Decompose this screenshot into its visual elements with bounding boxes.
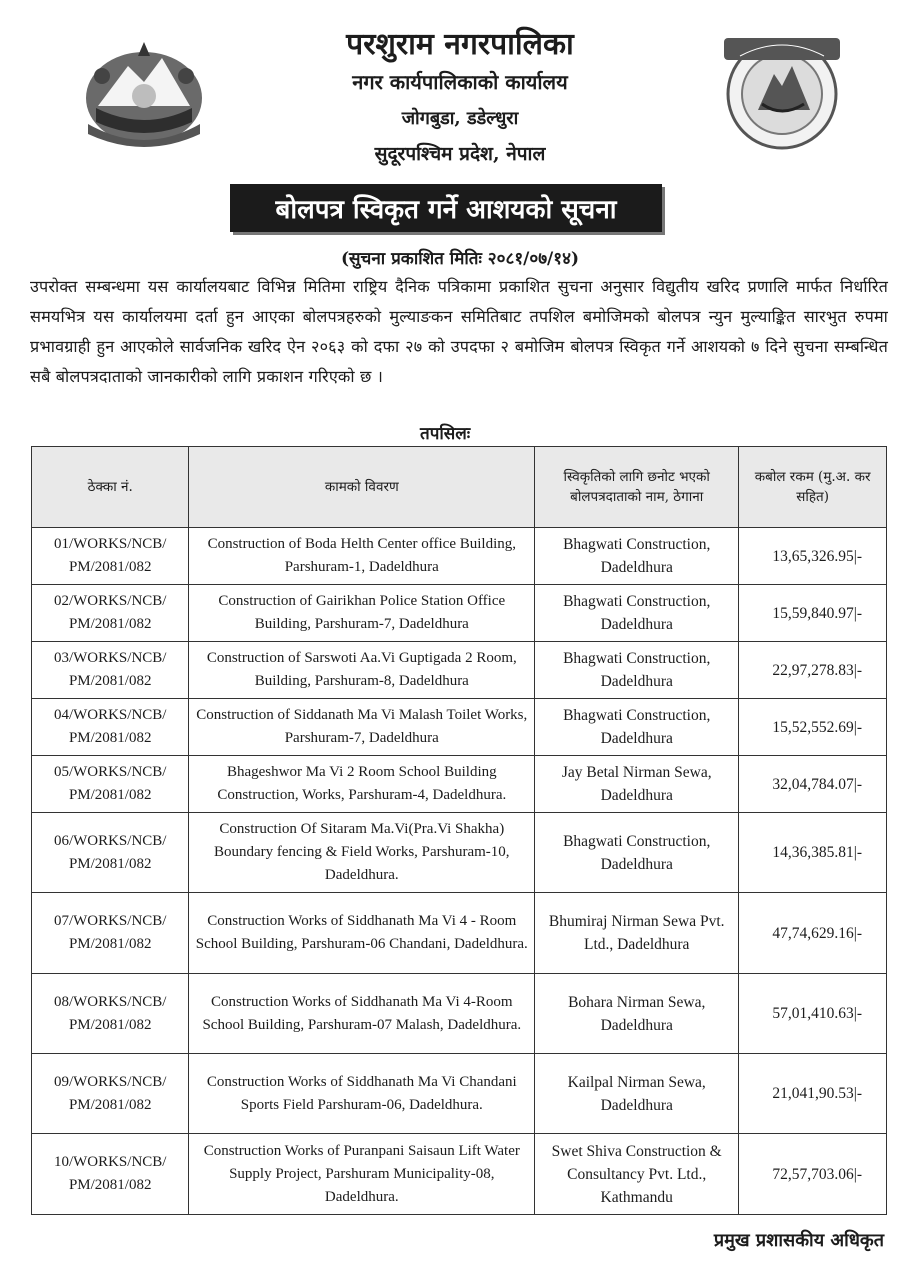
work-description: Construction of Boda Helth Center office Building, Parshuram-1, Dadeldhura	[189, 528, 535, 585]
work-description: Construction Works of Siddhanath Ma Vi 4 - Room School Building, Parshuram-06 Chandani, Dadeldhura.	[189, 893, 535, 974]
work-description: Bhageshwor Ma Vi 2 Room School Building Construction, Works, Parshuram-4, Dadeldhura.	[189, 756, 535, 813]
municipality-name: परशुराम नगरपालिका	[346, 27, 574, 62]
bid-amount: 13,65,326.95|-	[739, 528, 887, 585]
bid-amount: 47,74,629.16|-	[739, 893, 887, 974]
bid-amount: 21,041,90.53|-	[739, 1054, 887, 1134]
bidder-name: Bhagwati Construction, Dadeldhura	[535, 642, 739, 699]
table-row	[32, 756, 887, 813]
col-contract-no: ठेक्का नं.	[32, 447, 189, 528]
nepal-emblem-icon	[78, 36, 210, 154]
bid-amount: 15,59,840.97|-	[739, 585, 887, 642]
table-row	[32, 893, 887, 974]
table-row	[32, 699, 887, 756]
work-description: Construction Works of Siddhanath Ma Vi Chandani Sports Field Parshuram-06, Dadeldhura.	[189, 1054, 535, 1134]
office-name: नगर कार्यपालिकाको कार्यालय	[352, 70, 568, 94]
bidder-name: Bhagwati Construction, Dadeldhura	[535, 528, 739, 585]
table-row	[32, 585, 887, 642]
col-amount: कबोल रकम (मु.अ. कर सहित)	[739, 447, 887, 528]
signatory-title: प्रमुख प्रशासकीय अधिकृत	[713, 1230, 884, 1251]
notice-title: बोलपत्र स्विकृत गर्ने आशयको सूचना	[230, 184, 662, 232]
work-description: Construction Works of Siddhanath Ma Vi 4-Room School Building, Parshuram-07 Malash, Dadeldhura.	[189, 974, 535, 1054]
work-description: Construction of Gairikhan Police Station Office Building, Parshuram-7, Dadeldhura	[189, 585, 535, 642]
work-description: Construction of Siddanath Ma Vi Malash Toilet Works, Parshuram-7, Dadeldhura	[189, 699, 535, 756]
contract-no: 05/WORKS/NCB/ PM/2081/082	[32, 756, 189, 813]
bidder-name: Jay Betal Nirman Sewa, Dadeldhura	[535, 756, 739, 813]
bid-amount: 15,52,552.69|-	[739, 699, 887, 756]
bid-amount: 72,57,703.06|-	[739, 1134, 887, 1215]
table-row	[32, 974, 887, 1054]
work-description: Construction Of Sitaram Ma.Vi(Pra.Vi Shakha) Boundary fencing & Field Works, Parshuram-10, Dadeldhura.	[189, 813, 535, 893]
bid-amount: 32,04,784.07|-	[739, 756, 887, 813]
contract-no: 02/WORKS/NCB/ PM/2081/082	[32, 585, 189, 642]
publish-date: (सुचना प्रकाशित मितिः २०८१/०७/१४)	[341, 249, 579, 269]
table-row	[32, 1134, 887, 1215]
bid-amount: 14,36,385.81|-	[739, 813, 887, 893]
details-heading: तपसिलः	[420, 424, 471, 444]
municipality-seal-icon	[718, 26, 846, 156]
table-row	[32, 642, 887, 699]
contract-no: 09/WORKS/NCB/ PM/2081/082	[32, 1054, 189, 1134]
table-row	[32, 528, 887, 585]
table-row	[32, 1054, 887, 1134]
bidder-name: Bhagwati Construction, Dadeldhura	[535, 699, 739, 756]
office-location: जोगबुडा, डडेल्धुरा	[401, 108, 519, 129]
bidder-name: Bhagwati Construction, Dadeldhura	[535, 813, 739, 893]
bidder-name: Kailpal Nirman Sewa, Dadeldhura	[535, 1054, 739, 1134]
bidder-name: Bhagwati Construction, Dadeldhura	[535, 585, 739, 642]
contract-no: 01/WORKS/NCB/ PM/2081/082	[32, 528, 189, 585]
notice-body: उपरोक्त सम्बन्धमा यस कार्यालयबाट विभिन्न मितिमा राष्ट्रिय दैनिक पत्रिकामा प्रकाशित सुचना अनुसार विद्युतीय खरिद प्रणालि मार्फत निर्धारित समयभित्र यस कार्यालयमा दर्ता हुन आएका बोलपत्रहरुको मुल्याङकन समितिबाट तपशिल बमोजिमको बोलपत्र न्युन मुल्याङ्कित सारभुत रुपमा प्रभावग्राही हुन आएकोले सार्वजनिक खरिद ऐन २०६३ को दफा २७ को उपदफा २ बमोजिम बोलपत्र स्विकृत गर्ने आशयको ७ दिने सुचना सम्बन्धित सबै बोलपत्रदाताको जानकारीको लागि प्रकाशन गरिएको छ ।	[30, 277, 888, 386]
contract-no: 07/WORKS/NCB/ PM/2081/082	[32, 893, 189, 974]
contract-no: 03/WORKS/NCB/ PM/2081/082	[32, 642, 189, 699]
contract-no: 06/WORKS/NCB/ PM/2081/082	[32, 813, 189, 893]
contract-no: 04/WORKS/NCB/ PM/2081/082	[32, 699, 189, 756]
col-bidder: स्विकृतिको लागि छनोट भएको बोलपत्रदाताको नाम, ठेगाना	[535, 447, 739, 528]
bidder-name: Swet Shiva Construction & Consultancy Pvt. Ltd., Kathmandu	[535, 1134, 739, 1215]
bid-amount: 57,01,410.63|-	[739, 974, 887, 1054]
tender-table	[31, 446, 887, 1215]
bidder-name: Bohara Nirman Sewa, Dadeldhura	[535, 974, 739, 1054]
col-description: कामको विवरण	[189, 447, 535, 528]
work-description: Construction of Sarswoti Aa.Vi Guptigada 2 Room, Building, Parshuram-8, Dadeldhura	[189, 642, 535, 699]
bid-amount: 22,97,278.83|-	[739, 642, 887, 699]
contract-no: 10/WORKS/NCB/ PM/2081/082	[32, 1134, 189, 1215]
bidder-name: Bhumiraj Nirman Sewa Pvt. Ltd., Dadeldhura	[535, 893, 739, 974]
table-header-row	[32, 447, 887, 528]
contract-no: 08/WORKS/NCB/ PM/2081/082	[32, 974, 189, 1054]
office-province: सुदूरपश्चिम प्रदेश, नेपाल	[374, 143, 546, 165]
table-row	[32, 813, 887, 893]
work-description: Construction Works of Puranpani Saisaun Lift Water Supply Project, Parshuram Municipality-08, Dadeldhura.	[189, 1134, 535, 1215]
